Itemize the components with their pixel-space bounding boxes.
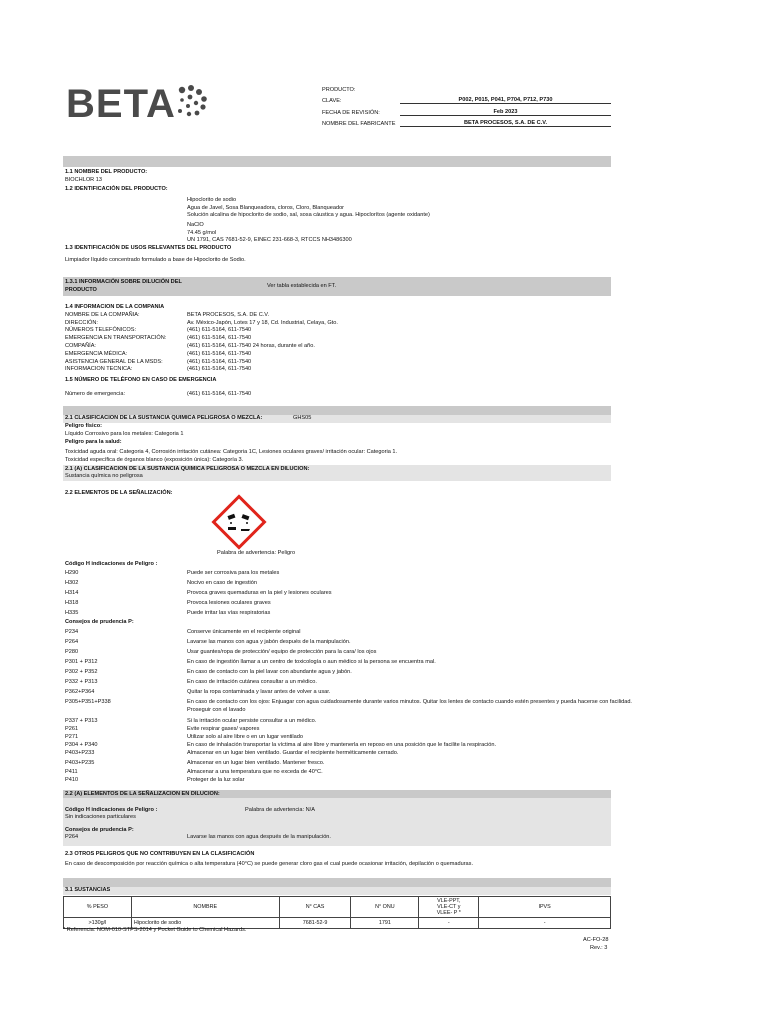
p-text: En caso de irritación cutánea consultar a un médico. xyxy=(187,679,317,685)
p-text: En caso de contacto con los ojos: Enjuagar con agua cuidadosamente durante varios minutos. Quitar los lentes de contacto cuando estén presentes y pueda hacerse con facilidad. xyxy=(187,699,632,705)
company-logo xyxy=(66,84,176,124)
s12-line: Hipoclorito de sodio xyxy=(187,197,237,203)
s14-row-value: Av. México-Japón, Lotes 17 y 18, Cd. Industrial, Celaya, Gto. xyxy=(187,320,338,326)
p-text: Conserve únicamente en el recipiente original xyxy=(187,629,301,635)
table-header: N° ONU xyxy=(351,897,419,918)
table-header: IPVS xyxy=(479,897,611,918)
s22a-h-title: Código H indicaciones de Peligro : xyxy=(65,807,158,813)
s14-row-value: (461) 611-5164, 611-7540 xyxy=(187,366,252,372)
p-text: Proseguir con el lavado xyxy=(187,707,246,713)
s14-row-label: NOMBRE DE LA COMPAÑIA: xyxy=(65,312,140,318)
p-text: Almacenar en un lugar bien ventilado. Mantener fresco. xyxy=(187,760,325,766)
clave-label: CLAVE: xyxy=(322,98,342,104)
s21-salud-2: Toxicidad específica de órganos blanco (exposición única): Categoría 3. xyxy=(65,457,244,463)
s14-row-label: EMERGENCIA EN TRANSPORTACIÓN: xyxy=(65,335,167,341)
table-cell: - xyxy=(479,918,611,929)
p-text: Si la irritación ocular persiste consultar a un médico. xyxy=(187,718,317,724)
s14-row-label: EMERGENCIA MÉDICA: xyxy=(65,351,128,357)
p-text: Lavarse las manos con agua y jabón después de la manipulación. xyxy=(187,639,351,645)
s11-value: BIOCHLOR 13 xyxy=(65,177,102,183)
s22a-advertencia: Palabra de advertencia: N/A xyxy=(245,807,315,813)
table-cell: - xyxy=(419,918,479,929)
p-code: P362+P364 xyxy=(65,689,95,695)
table-cell: 7681-52-9 xyxy=(279,918,351,929)
h-text: Provoca graves quemaduras en la piel y lesiones oculares xyxy=(187,590,332,596)
p-text: Utilizar solo al aire libre o en un lugar ventilado xyxy=(187,734,303,740)
s131-title-1: 1.3.1 INFORMACIÓN SOBRE DILUCIÓN DEL xyxy=(65,279,182,285)
table-header: % PESO xyxy=(64,897,132,918)
s22a-p-title: Consejos de prudencia P: xyxy=(65,827,134,833)
p-code: P305+P351+P338 xyxy=(65,699,111,705)
s22-advertencia: Palabra de advertencia: Peligro xyxy=(217,550,296,556)
s12-line: UN 1791, CAS 7681-52-9, EINEC 231-668-3, RTCCS NH3486300 xyxy=(187,237,352,243)
p-code: P271 xyxy=(65,734,79,740)
s23-title: 2.3 OTROS PELIGROS QUE NO CONTRIBUYEN EN LA CLASIFICACIÓN xyxy=(65,851,255,857)
logo-dots-icon xyxy=(170,84,212,118)
h-text: Puede ser corrosiva para los metales xyxy=(187,570,280,576)
p-text: Almacenar a una temperatura que no exceda de 40°C. xyxy=(187,769,323,775)
table-header: N° CAS xyxy=(279,897,351,918)
s21a-value: Sustancia química no peligrosa xyxy=(65,473,143,479)
section-1-bar xyxy=(63,156,611,167)
p-text: En caso de contacto con la piel lavar con abundante agua y jabón. xyxy=(187,669,352,675)
s14-title: 1.4 INFORMACION DE LA COMPANIA xyxy=(65,304,165,310)
p-code: P332 + P313 xyxy=(65,679,98,685)
s22a-title: 2.2 (A) ELEMENTOS DE LA SEÑALIZACION EN DILUCION: xyxy=(65,791,220,797)
s21-title: 2.1 CLASIFICACION DE LA SUSTANCIA QUIMICA PELIGROSA O MEZCLA: xyxy=(65,415,263,421)
h-text: Nocivo en caso de ingestión xyxy=(187,580,257,586)
s11-title: 1.1 NOMBRE DEL PRODUCTO: xyxy=(65,169,148,175)
p-text: Quitar la ropa contaminada y lavar antes de volver a usar. xyxy=(187,689,331,695)
p-text: Proteger de la luz solar xyxy=(187,777,245,783)
s22a-p-code: P264 xyxy=(65,834,79,840)
p-text: En caso de inhalación transportar la víctima al aire libre y mantenerla en reposo en una posición que le facilite la respiración. xyxy=(187,742,497,748)
s12-line: NaClO xyxy=(187,222,204,228)
p-code: P261 xyxy=(65,726,79,732)
s21-salud-title: Peligro para la salud: xyxy=(65,439,122,445)
s14-row-value: (461) 611-5164, 611-7540 xyxy=(187,359,252,365)
p-text: Usar guantes/ropa de protección/ equipo de protección para la cara/ los ojos xyxy=(187,649,377,655)
s12-line: 74.45 g/mol xyxy=(187,230,217,236)
s22a-h-value: Sin indicaciones particulares xyxy=(65,814,136,820)
s12-title: 1.2 IDENTIFICACIÓN DEL PRODUCTO: xyxy=(65,186,168,192)
h-code: H314 xyxy=(65,590,79,596)
s13-title: 1.3 IDENTIFICACIÓN DE USOS RELEVANTES DEL PRODUCTO xyxy=(65,245,232,251)
p-code: P337 + P313 xyxy=(65,718,98,724)
s14-row-value: (461) 611-5164, 611-7540 xyxy=(187,351,252,357)
fecha-value: Feb 2023 xyxy=(400,109,611,116)
s21-fisico-title: Peligro físico: xyxy=(65,423,102,429)
s14-row-value: (461) 611-5164, 611-7540 24 horas, durante el año. xyxy=(187,343,315,349)
h-code: H290 xyxy=(65,570,79,576)
s14-row-value: BETA PROCESOS, S.A. DE C.V. xyxy=(187,312,270,318)
section-3-bar xyxy=(63,878,611,887)
s14-row-label: ASISTENCIA GENERAL DE LA MSDS: xyxy=(65,359,163,365)
h-code: H335 xyxy=(65,610,79,616)
footer-rev: Rev.: 3 xyxy=(590,945,608,951)
corrosion-pictogram-icon xyxy=(211,494,267,550)
table-cell: >130g/l xyxy=(64,918,132,929)
table-header: VLE-PPT, VLE-CT y VLEE- P * xyxy=(419,897,479,918)
s31-bar xyxy=(63,887,611,895)
p-code: P403+P235 xyxy=(65,760,95,766)
p-code: P264 xyxy=(65,639,79,645)
s31-footnote: * Referencia: NOM-010-STPS-2014 y Pocket Guide to Chemical Hazards. xyxy=(63,927,247,933)
s14-row-label: COMPAÑÍA: xyxy=(65,343,96,349)
substances-table xyxy=(63,896,611,929)
p-text: Almacenar en un lugar bien ventilado. Guardar el recipiente herméticamente cerrado. xyxy=(187,750,399,756)
section-2-bar xyxy=(63,406,611,415)
h-code: H318 xyxy=(65,600,79,606)
p-code: P304 + P340 xyxy=(65,742,98,748)
s12-line: Solución alcalina de hipoclorito de sodio, sal, sosa cáustica y agua. Hipoclorítos (agente oxidante) xyxy=(187,212,430,218)
fabricante-value: BETA PROCESOS, S.A. DE C.V. xyxy=(400,120,611,127)
s15-label: Número de emergencia: xyxy=(65,391,126,397)
table-cell: Hipoclorito de sodio xyxy=(131,918,279,929)
s22-title: 2.2 ELEMENTOS DE LA SEÑALIZACIÓN: xyxy=(65,490,173,496)
s22-h-title: Código H indicaciones de Peligro : xyxy=(65,561,158,567)
s22-p-title: Consejos de prudencia P: xyxy=(65,619,134,625)
p-code: P410 xyxy=(65,777,79,783)
s21-salud-1: Toxicidad aguda oral: Categoria 4, Corrosión irritación cutánea: Categoria 1C, Lesiones oculares graves/ irritación ocular: Categoria 1. xyxy=(65,449,398,455)
s14-row-value: (461) 611-5164, 611-7540 xyxy=(187,335,252,341)
p-text: Evite respirar gases/ vapores xyxy=(187,726,260,732)
s14-row-label: INFORMACION TECNICA: xyxy=(65,366,133,372)
p-text: En caso de ingestión llamar a un centro de toxicología o aun médico si la persona se encuentra mal. xyxy=(187,659,436,665)
table-header-row xyxy=(64,897,611,918)
footer-code: AC-FO-28 xyxy=(583,937,609,943)
s23-value: En caso de descomposición por reacción química o alta temperatura (40°C) se puede generar cloro gas el cual puede ocasionar irritación, depilación o quemaduras. xyxy=(65,861,474,867)
fecha-label: FECHA DE REVISIÓN: xyxy=(322,110,380,116)
s14-row-value: (461) 611-5164, 611-7540 xyxy=(187,327,252,333)
clave-value: P002, P015, P041, P704, P712, P730 xyxy=(400,97,611,104)
s22a-p-text: Lavarse las manos con agua después de la manipulación. xyxy=(187,834,331,840)
p-code: P280 xyxy=(65,649,79,655)
s21-ghs: GHS05 xyxy=(293,415,312,421)
p-code: P234 xyxy=(65,629,79,635)
s131-value: Ver tabla establecida en FT. xyxy=(267,283,337,289)
s14-row-label: NÚMEROS TELEFÓNICOS: xyxy=(65,327,137,333)
s14-row-label: DIRECCIÓN: xyxy=(65,320,98,326)
fabricante-label: NOMBRE DEL FABRICANTE xyxy=(322,121,396,127)
s31-title: 3.1 SUSTANCIAS xyxy=(65,887,111,893)
h-text: Provoca lesiones oculares graves xyxy=(187,600,271,606)
s22a-bar xyxy=(63,798,611,846)
s12-line: Agua de Javel, Sosa Blanqueadora, cloros, Cloro, Blanqueador xyxy=(187,205,345,211)
s15-title: 1.5 NÚMERO DE TELÉFONO EN CASO DE EMERGENCIA xyxy=(65,377,217,383)
table-header: NOMBRE xyxy=(131,897,279,918)
s21-fisico-value: Líquido Corrosivo para los metales: Categoria 1 xyxy=(65,431,184,437)
s131-title-2: PRODUCTO xyxy=(65,287,97,293)
p-code: P302 + P352 xyxy=(65,669,98,675)
s15-value: (461) 611-5164, 611-7540 xyxy=(187,391,252,397)
p-code: P403+P233 xyxy=(65,750,95,756)
logo-text: BETA xyxy=(66,82,176,126)
p-code: P301 + P312 xyxy=(65,659,98,665)
producto-label: PRODUCTO: xyxy=(322,87,356,93)
s13-value: Limpiador líquido concentrado formulado a base de Hipoclorito de Sodio. xyxy=(65,257,246,263)
h-text: Puede irritar las vías respiratorias xyxy=(187,610,271,616)
s21a-title: 2.1 (A) CLASIFICACION DE LA SUSTANCIA QUIMICA PELIGROSA O MEZCLA EN DILUCION: xyxy=(65,466,310,472)
p-code: P411 xyxy=(65,769,78,775)
table-cell: 1791 xyxy=(351,918,419,929)
h-code: H302 xyxy=(65,580,79,586)
